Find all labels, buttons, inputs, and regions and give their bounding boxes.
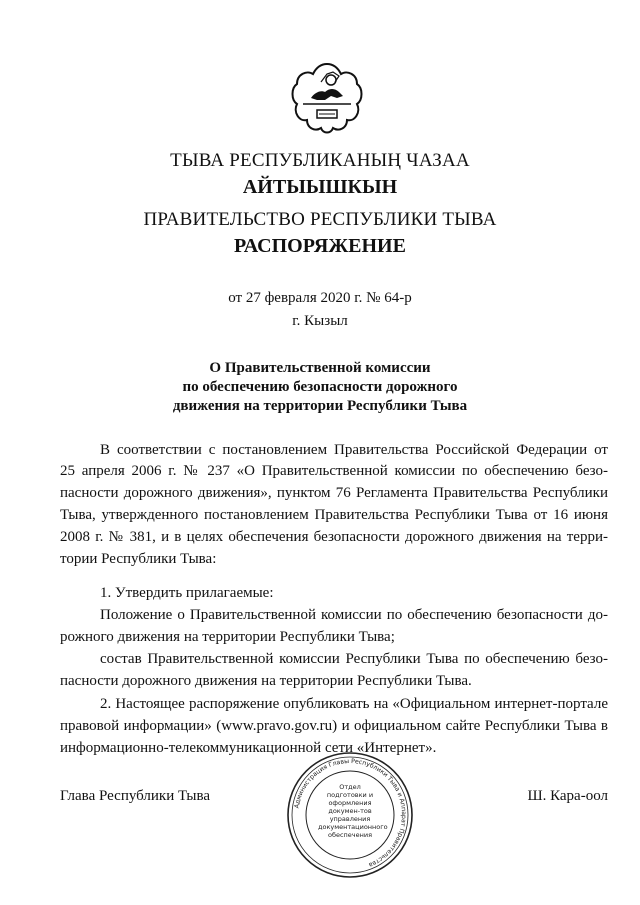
paragraph-line: пасности дорожного движения», пунктом 76 Регламента Правительства Республики [60,485,608,501]
paragraph-line: тории Республики Тыва: [60,551,217,567]
header-line-government: ПРАВИТЕЛЬСТВО РЕСПУБЛИКИ ТЫВА [143,209,497,230]
header-line-tuvan-government: ТЫВА РЕСПУБЛИКАНЫҢ ЧАЗАА [170,150,470,171]
coat-of-arms-emblem-icon [291,60,363,140]
document-type-title: РАСПОРЯЖЕНИЕ [234,235,406,257]
paragraph-line: рожного движения на территории Республики Тыва; [60,629,395,645]
paragraph-line: 25 апреля 2006 г. № 237 «О Правительственной комиссии по обеспечению безо- [60,463,608,479]
paragraph-line: В соответствии с постановлением Правительства Российской Федерации от [100,442,608,458]
subject-title-line-1: О Правительственной комиссии [209,360,431,376]
list-item-1: 1. Утвердить прилагаемые: [100,585,274,601]
header-line-tuvan-order: АЙТЫЫШКЫН [242,176,398,198]
subject-title-line-2: по обеспечению безопасности дорожного [182,379,458,395]
stamp-inner-text: Отдел подготовки и оформления докумен-тов управления документационного обеспечения [318,783,388,839]
paragraph-line: правовой информации» (www.pravo.gov.ru) и официальном сайте Республики Тыва в [60,718,608,734]
paragraph-line: Тыва, утвержденного постановлением Правительства Республики Тыва от 16 июня [60,507,608,523]
stamp-ring-text: Администрация Главы Республики Тыва и Аппарат Правительства [293,757,408,869]
paragraph-line: состав Правительственной комиссии Республики Тыва по обеспечению безо- [100,651,608,667]
paragraph-line: 2008 г. № 381, и в целях обеспечения безопасности дорожного движения на терри- [60,529,608,545]
signatory-name: Ш. Кара-оол [527,788,608,804]
paragraph-line: Положение о Правительственной комиссии по обеспечению безопасности до- [100,607,608,623]
document-city: г. Кызыл [292,313,348,329]
paragraph-line: пасности дорожного движения на территории Республики Тыва. [60,673,472,689]
signatory-position: Глава Республики Тыва [60,788,211,804]
list-item-2: 2. Настоящее распоряжение опубликовать на «Официальном интернет-портале [100,696,608,712]
document-date-number: от 27 февраля 2020 г. № 64-р [228,290,412,306]
paragraph-line: информационно-телекоммуникационной сети «Интернет». [60,740,437,756]
subject-title-line-3: движения на территории Республики Тыва [172,398,468,414]
